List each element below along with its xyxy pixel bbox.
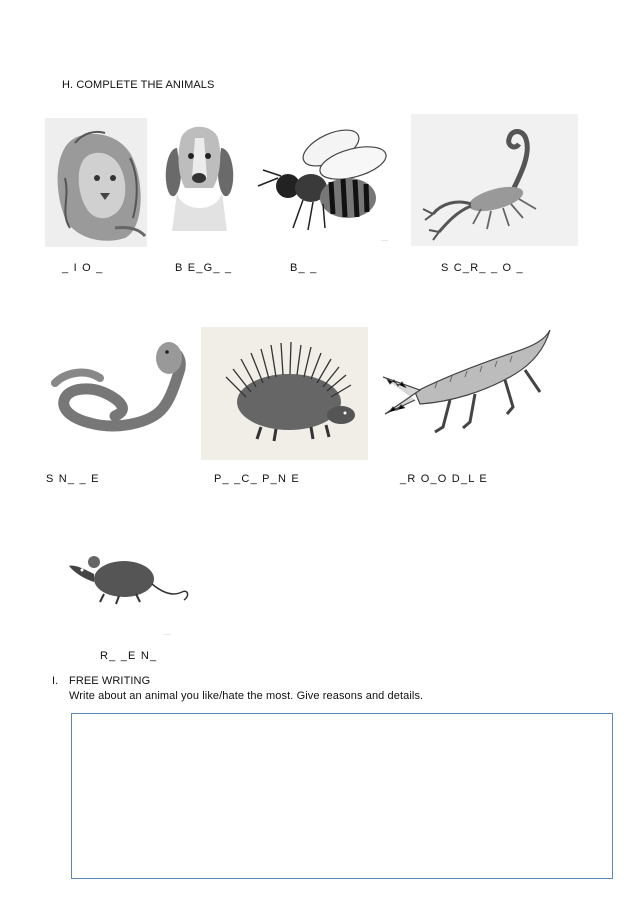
clue-lion: _ I O _ <box>62 262 104 274</box>
lion-icon <box>45 118 147 247</box>
clue-bee: B_ _ <box>290 262 318 274</box>
free-writing-box[interactable] <box>71 713 613 879</box>
clue-rat: R_ _E N_ <box>100 650 158 662</box>
clue-scorpion: S C_R_ _ O _ <box>441 262 524 274</box>
rat-icon <box>64 534 204 639</box>
section-i-number: I. <box>52 675 59 687</box>
clue-crocodile: _R O_O D_L E <box>400 473 488 485</box>
bee-icon <box>253 118 398 246</box>
scorpion-icon <box>411 114 578 246</box>
svg-text:~~~: ~~~ <box>381 238 389 243</box>
section-i-title: FREE WRITING <box>69 675 151 687</box>
section-h-title: H. COMPLETE THE ANIMALS <box>62 79 215 91</box>
snake-icon <box>45 338 193 438</box>
porcupine-icon <box>201 327 368 460</box>
section-i-instruction: Write about an animal you like/hate the most. Give reasons and details. <box>69 690 424 702</box>
clue-beagle: B E_G_ _ <box>175 262 233 274</box>
crocodile-icon <box>375 322 553 439</box>
svg-text:~~~: ~~~ <box>164 632 172 637</box>
clue-porcupine: P_ _C_ P_N E <box>214 473 300 485</box>
clue-snake: S N_ _ E <box>46 473 100 485</box>
beagle-icon <box>157 118 242 231</box>
